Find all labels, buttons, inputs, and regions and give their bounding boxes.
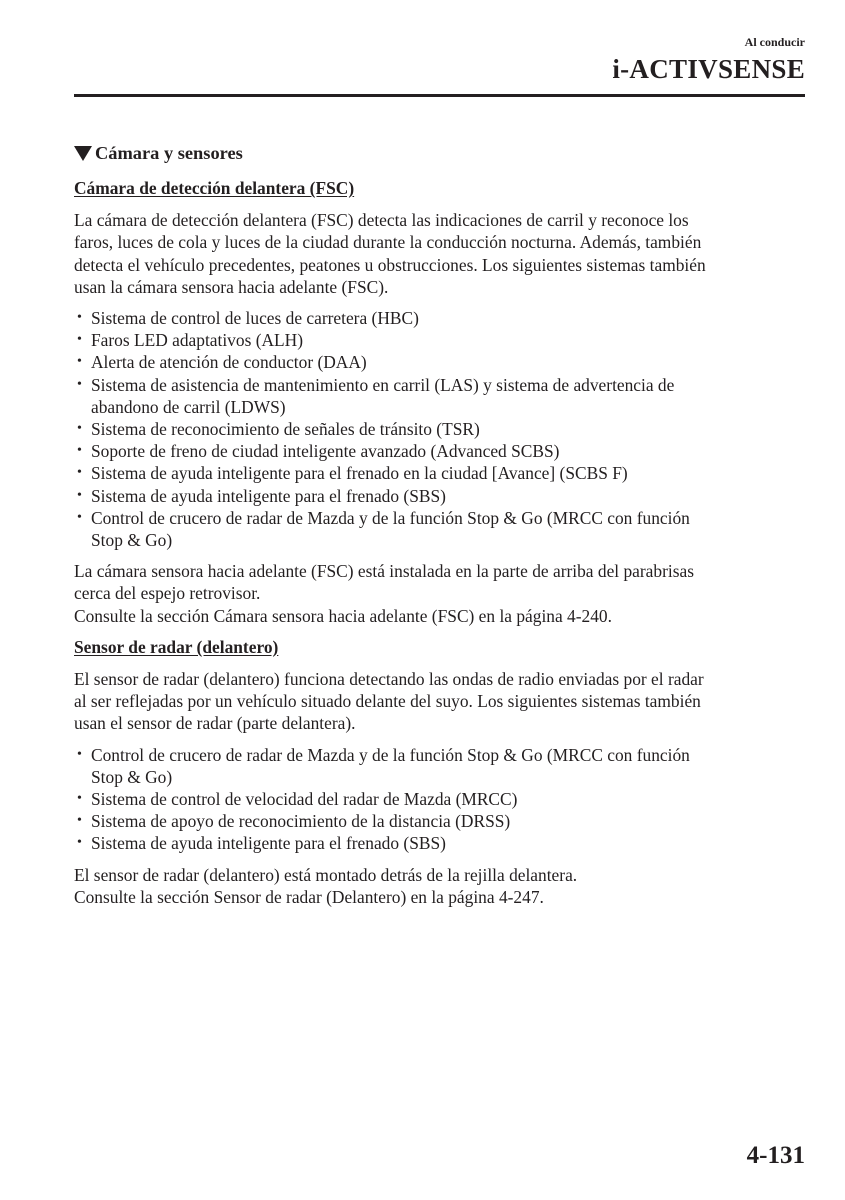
list-item [74, 485, 796, 507]
fsc-system-list [74, 307, 796, 551]
text-line: Faros LED adaptativos (ALH) [91, 330, 304, 351]
list-item [74, 462, 796, 484]
text-line: La cámara de detección delantera (FSC) detecta las indicaciones de carril y reconoce los [74, 210, 689, 231]
text-line: Stop & Go) [91, 766, 173, 787]
text-line: Consulte la sección Sensor de radar (Delantero) en la página 4-247. [74, 886, 544, 907]
list-item [74, 374, 796, 418]
text-line: La cámara sensora hacia adelante (FSC) está instalada en la parte de arriba del parabrisas [74, 561, 694, 582]
section-title: i-ACTIVSENSE [612, 54, 805, 84]
text-line: Soporte de freno de ciudad inteligente avanzado (Advanced SCBS) [91, 441, 560, 462]
page-number: 4-131 [746, 1142, 805, 1169]
text-line: Sistema de ayuda inteligente para el frenado en la ciudad [Avance] (SCBS F) [91, 463, 628, 484]
list-item [74, 351, 796, 373]
text-line: faros, luces de cola y luces de la ciudad durante la conducción nocturna. Además, también [74, 232, 702, 253]
radar-system-list [74, 744, 796, 855]
text-line: al ser reflejadas por un vehículo situado delante del suyo. Los siguientes sistemas también [74, 691, 701, 712]
text-line: Control de crucero de radar de Mazda y de la función Stop & Go (MRCC con función [91, 507, 690, 528]
chapter-label: Al conducir [744, 35, 805, 49]
text-line: Sistema de control de velocidad del radar de Mazda (MRCC) [91, 789, 518, 810]
text-line: cerca del espejo retrovisor. [74, 583, 261, 604]
radar-subheading: Sensor de radar (delantero) [74, 636, 279, 657]
text-line: Alerta de atención de conductor (DAA) [91, 352, 367, 373]
text-line: Control de crucero de radar de Mazda y de la función Stop & Go (MRCC con función [91, 744, 690, 765]
fsc-intro-paragraph [74, 209, 796, 298]
page-content [74, 139, 796, 917]
list-item [74, 418, 796, 440]
list-item [74, 329, 796, 351]
text-line: abandono de carril (LDWS) [91, 396, 286, 417]
list-item [74, 744, 796, 788]
page-header [74, 34, 805, 97]
text-line: usan el sensor de radar (parte delantera). [74, 713, 356, 734]
list-item [74, 788, 796, 810]
list-item [74, 307, 796, 329]
text-line: Stop & Go) [91, 530, 173, 551]
text-line: El sensor de radar (delantero) funciona detectando las ondas de radio enviadas por el radar [74, 669, 704, 690]
fsc-subheading: Cámara de detección delantera (FSC) [74, 178, 355, 198]
text-line: Consulte la sección Cámara sensora hacia adelante (FSC) en la página 4-240. [74, 605, 612, 626]
header-rule [74, 94, 805, 97]
section-heading [74, 139, 796, 167]
text-line: Sistema de control de luces de carretera (HBC) [91, 308, 419, 329]
text-line: Sistema de ayuda inteligente para el frenado (SBS) [91, 833, 446, 854]
list-item [74, 507, 796, 551]
text-line: Sistema de reconocimiento de señales de tránsito (TSR) [91, 419, 480, 440]
triangle-down-icon [74, 146, 92, 161]
list-item [74, 832, 796, 854]
text-line: detecta el vehículo precedentes, peatones u obstrucciones. Los siguientes sistemas también [74, 254, 706, 275]
radar-intro-paragraph [74, 668, 796, 735]
text-line: Sistema de ayuda inteligente para el frenado (SBS) [91, 485, 446, 506]
text-line: El sensor de radar (delantero) está montado detrás de la rejilla delantera. [74, 864, 578, 885]
section-heading-text: Cámara y sensores [95, 143, 243, 163]
list-item [74, 810, 796, 832]
text-line: Sistema de apoyo de reconocimiento de la distancia (DRSS) [91, 811, 511, 832]
radar-location-paragraph [74, 864, 796, 908]
text-line: Sistema de asistencia de mantenimiento en carril (LAS) y sistema de advertencia de [91, 374, 675, 395]
list-item [74, 440, 796, 462]
fsc-location-paragraph [74, 560, 796, 627]
text-line: usan la cámara sensora hacia adelante (FSC). [74, 276, 389, 297]
